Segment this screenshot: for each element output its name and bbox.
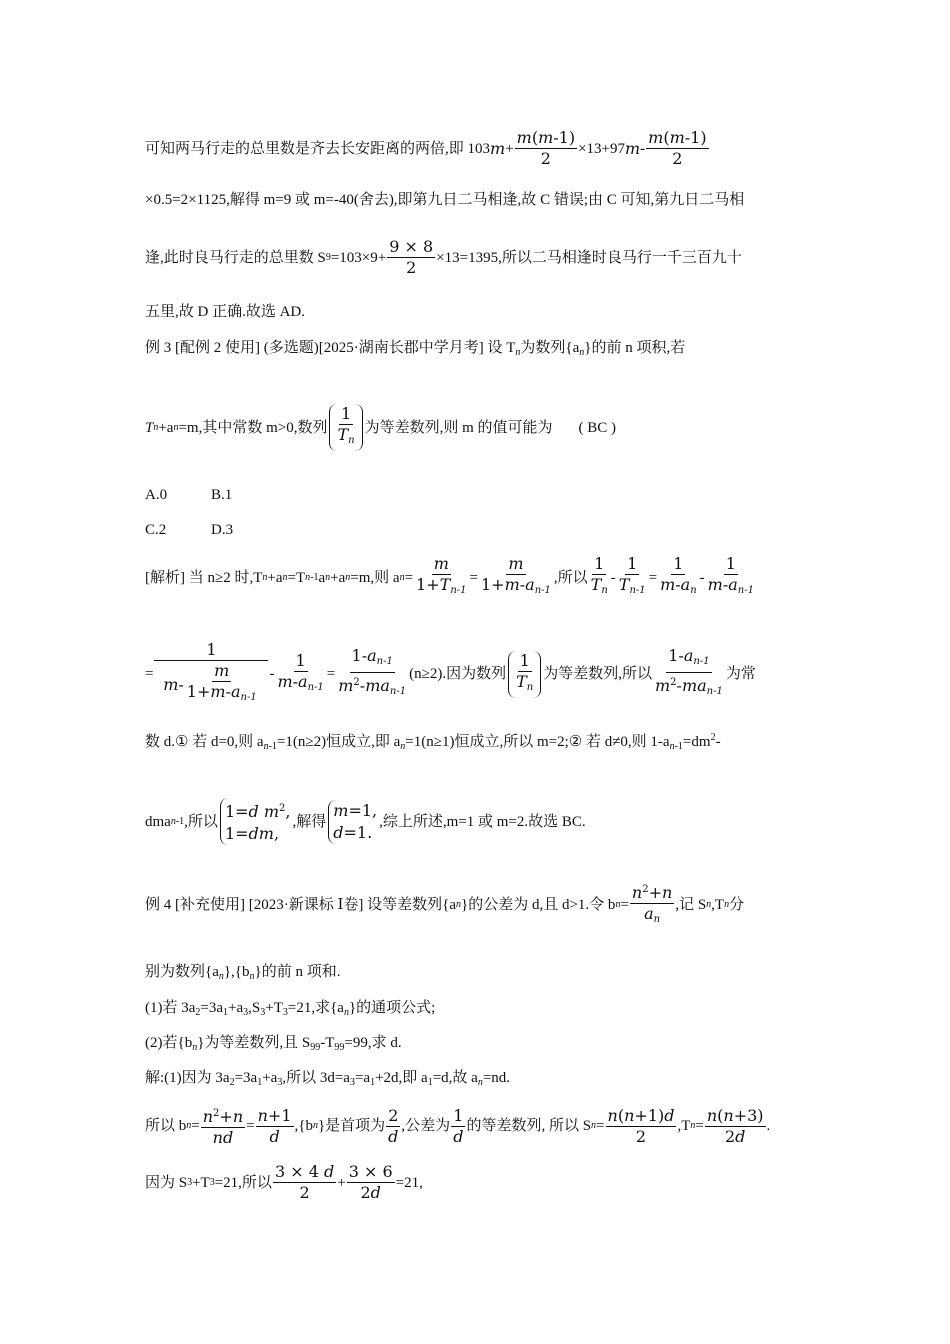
text: 所以 b bbox=[145, 1118, 187, 1134]
text: +T bbox=[192, 1174, 210, 1191]
option-d: D.3 bbox=[211, 522, 234, 538]
text: -T bbox=[320, 1035, 335, 1051]
text: + bbox=[337, 1174, 346, 1191]
text: ×13+97 bbox=[578, 140, 625, 157]
text: . bbox=[766, 1118, 771, 1134]
solution-line-3: 数 d.① 若 d=0,则 $a_{n-1}=1(n\ge 2)$恒成立,即 $a_n=1(n\ge 1)$恒成立,所以 m=2;② 若 d≠0,则 $1-a_{n-1}=dm^2-$ bbox=[145, 732, 721, 752]
text: = bbox=[326, 666, 336, 682]
text: + bbox=[505, 140, 514, 157]
fraction: $\frac{3 \times 6}{2d}$ bbox=[348, 1162, 393, 1202]
text: - bbox=[610, 569, 616, 586]
text: 为等差数列,所以 bbox=[543, 666, 652, 682]
text: =3a bbox=[234, 1070, 258, 1086]
text-line-2: ×0.5=2×1125,解得 m=9 或 m=-40(舍去),即第九日二马相逢,故 C 错误;由 C 可知,第九日二马相 bbox=[145, 192, 745, 208]
option-b: B.1 bbox=[211, 487, 233, 503]
text: = bbox=[648, 569, 658, 586]
text: (2)若{b bbox=[145, 1035, 193, 1051]
brace-sequence: $\frac{1}{T_n}$ bbox=[508, 651, 541, 698]
options-row-1 bbox=[145, 485, 810, 505]
text: =1(n≥2)恒成立,即 a bbox=[276, 734, 401, 750]
fraction: $\frac{1}{T_{n-1}}$ bbox=[618, 554, 646, 596]
text: },{b bbox=[223, 964, 250, 980]
option-c: C.2 bbox=[145, 522, 167, 538]
text: - bbox=[699, 569, 705, 586]
fraction: $\frac{1}{m-a_n}$ bbox=[660, 554, 697, 596]
text: ,T bbox=[711, 897, 725, 913]
fraction: $\frac{m(m-1)}{2}$ bbox=[648, 128, 707, 168]
text: }为等差数列,且 S bbox=[197, 1035, 311, 1051]
text: }的前 n 项和. bbox=[254, 964, 341, 980]
fraction: $\frac{1}{T_n}$ bbox=[590, 554, 608, 596]
text: =21,所以 bbox=[214, 1174, 272, 1191]
text: = bbox=[246, 1118, 255, 1134]
text: }是首项为 bbox=[317, 1118, 386, 1134]
text-line-1: 可知两马行走的总里数是齐去长安距离的两倍,即 103 m + $\frac{m(m-1)}{2}$ ×13+97 m - $\frac{m(m-1)}{2}$ bbox=[145, 128, 707, 168]
text: - bbox=[269, 666, 275, 682]
text: =21,求{a bbox=[287, 1000, 344, 1016]
text-line-6: T n +a n =m,其中常数 m>0,数列 $\frac{1}{T_n}$ 为等差数列,则 m 的值可能为 ( BC ) bbox=[145, 404, 810, 451]
text: ,综上所述,m=1 或 m=2.故选 BC. bbox=[379, 813, 586, 830]
text: a bbox=[318, 569, 326, 586]
text: =T bbox=[287, 569, 306, 586]
answer-line-2: 所以 b n = $\frac{n^2+n}{nd}$ = $\frac{n+1}{d}$ ,{b n }是首项为 $\frac{2}{d}$ ,公差为 $\frac{1}{d}$ 的等差数列, 所以 S n = $\frac{n(n+1)d}{2}$ ,T n = $\frac{n(n+3)}{2d}$ . bbox=[145, 1105, 771, 1147]
fraction: $\frac{n^2+n}{a_n}$ bbox=[630, 880, 674, 930]
fraction: $\frac{1-a_{n-1}}{m^2-ma_{n-1}}$ bbox=[338, 646, 407, 697]
text: = bbox=[404, 569, 414, 586]
fraction: $\frac{1-a_{n-1}}{m^2-ma_{n-1}}$ bbox=[654, 646, 723, 697]
text: = bbox=[191, 1118, 200, 1134]
text: 解:(1)因为 3a bbox=[145, 1070, 230, 1086]
solution-line-4: dma n-1 ,所以 1=d $m^2$, 1=dm, ,解得 m=1, d=1. ,综上所述,m=1 或 m=2.故选 BC. bbox=[145, 798, 810, 845]
text: =a bbox=[354, 1070, 371, 1086]
text: 逢,此时良马行走的总里数 S bbox=[145, 249, 326, 266]
fraction: $\frac{n+1}{d}$ bbox=[257, 1105, 292, 1146]
text: 可知两马行走的总里数是齐去长安距离的两倍,即 103 bbox=[145, 140, 491, 157]
text: +2d,即 a bbox=[375, 1070, 428, 1086]
text: +a bbox=[262, 1070, 278, 1086]
text: 例 4 [补充使用] [2023·新课标 Ⅰ卷] 设等差数列{a bbox=[145, 897, 457, 913]
fraction: $\frac{n(n+3)}{2d}$ bbox=[706, 1105, 764, 1146]
text: 分 bbox=[729, 897, 745, 913]
text: = bbox=[469, 569, 478, 586]
text: [解析] 当 n≥2 时,T bbox=[145, 569, 263, 586]
text: =99,求 d. bbox=[344, 1035, 402, 1051]
fraction: $\frac{m}{1+T_{n-1}}$ bbox=[416, 554, 467, 596]
text: ,所以 bbox=[184, 813, 218, 830]
fraction: $\frac{m}{1+m-a_{n-1}}$ bbox=[480, 554, 551, 596]
text: ,所以 bbox=[553, 569, 588, 586]
text-line-12: 别为数列$\{a_n\},\{b_n\}$的前 n 项和. bbox=[145, 964, 341, 982]
text: =3a bbox=[200, 1000, 224, 1016]
text: }的公差为 d,且 d>1.令 b bbox=[461, 897, 616, 913]
text: = bbox=[596, 1118, 605, 1134]
text: ,S bbox=[248, 1000, 261, 1016]
solution-line-1: [解析] 当 n≥2 时,T n +a n =T n-1 a n +a n =m,则 a n = $\frac{m}{1+T_{n-1}}$ = $\frac{m}{1+m-a_{n-1}}$ ,所以 $\frac{1}{T_n}$ - $\frac{1}{T_{n-1}}$ = $\frac{1}{m-a_n}$ - $\frac{1}{m-a_{n-1}}$ bbox=[145, 554, 810, 601]
text: dma bbox=[145, 813, 171, 830]
text: +a bbox=[158, 419, 174, 436]
fraction: $\frac{m(m-1)}{2}$ bbox=[516, 128, 576, 168]
text: = bbox=[695, 1118, 704, 1134]
fraction: $\frac{n(n+1)d}{2}$ bbox=[607, 1105, 675, 1146]
fraction: $\frac{1}{m-a_{n-1}}$ bbox=[277, 650, 324, 693]
text: - bbox=[640, 140, 646, 157]
options-row-2 bbox=[145, 520, 810, 540]
fraction: $\frac{2}{d}$ bbox=[388, 1105, 399, 1146]
fraction: $\frac{3 \times 4 d}{2}$ bbox=[274, 1162, 335, 1202]
text: 为数列{a bbox=[520, 340, 580, 356]
text: +T bbox=[265, 1000, 283, 1016]
text: =21, bbox=[395, 1174, 423, 1191]
fraction: $\frac{1}{m-a_{n-1}}$ bbox=[707, 554, 754, 596]
text: =m,则 a bbox=[350, 569, 400, 586]
text: = bbox=[145, 666, 154, 682]
solution-line-2 bbox=[145, 640, 810, 708]
text: = bbox=[620, 897, 629, 913]
question-1: (1)若 $3a_2=3a_1+a_3,S_3+T_3=21$,求$\{a_n\}$的通项公式; bbox=[145, 1000, 436, 1018]
answer-label: ( BC ) bbox=[578, 419, 617, 436]
text: ,记 S bbox=[675, 897, 707, 913]
text: +a bbox=[267, 569, 283, 586]
example-3-title: 例 3 [配例 2 使用] (多选题)[2025·湖南长郡中学月考] 设 $T_n$为数列$\{a_n\}$的前 n 项积,若 bbox=[145, 340, 686, 358]
text: =m,其中常数 m>0,数列 bbox=[178, 419, 328, 436]
text: }的通项公式; bbox=[348, 1000, 436, 1016]
text: =1(n≥1)恒成立,所以 m=2;② 若 d≠0,则 1-a bbox=[405, 734, 670, 750]
answer-line-3: 因为 S 3 +T 3 =21,所以 $\frac{3 \times 4 d}{2}$ + $\frac{3 \times 6}{2d}$ =21, bbox=[145, 1162, 423, 1202]
fraction: $\frac{9 \times 8}{2}$ bbox=[389, 237, 434, 277]
text: 为等差数列,则 m 的值可能为 bbox=[364, 419, 553, 436]
text: 因为 S bbox=[145, 1174, 188, 1191]
text: (1)若 3a bbox=[145, 1000, 196, 1016]
text: - bbox=[715, 734, 721, 750]
text: +a bbox=[330, 569, 346, 586]
text: +a bbox=[228, 1000, 244, 1016]
text: 数 d.① 若 d=0,则 a bbox=[145, 734, 264, 750]
fraction: $\frac{1}{d}$ bbox=[453, 1105, 464, 1146]
text: ,公差为 bbox=[401, 1118, 451, 1134]
text: ,{b bbox=[294, 1118, 313, 1134]
text: =nd. bbox=[482, 1070, 511, 1086]
brace-sequence: $\frac{1}{T_n}$ bbox=[329, 404, 362, 451]
text: ,T bbox=[677, 1118, 691, 1134]
fraction: $\frac{n^2+n}{nd}$ bbox=[201, 1104, 245, 1148]
text: =dm bbox=[682, 734, 711, 750]
text: ,解得 bbox=[292, 813, 327, 830]
text: =d,故 a bbox=[432, 1070, 478, 1086]
example-4-title: 例 4 [补充使用] [2023·新课标 Ⅰ卷] 设等差数列{a n }的公差为 d,且 d>1.令 b n = $\frac{n^2+n}{a_n}$ ,记 S n ,T n 分 bbox=[145, 880, 810, 930]
text: 别为数列{a bbox=[145, 964, 219, 980]
answer-line-1: 解:(1)因为 $3a_2=3a_1+a_3$,所以 $3d=a_3=a_1+2d$,即 $a_1=d$,故 $a_n=nd$. bbox=[145, 1070, 511, 1088]
equation-system-solution: m=1, d=1. bbox=[328, 800, 377, 844]
text-line-3: 逢,此时良马行走的总里数 S 9 =103×9+ $\frac{9 \times 8}{2}$ ×13=1395,所以二马相逢时良马行一千三百九十 bbox=[145, 237, 742, 277]
text: }的前 n 项积,若 bbox=[584, 340, 686, 356]
text: ×13=1395,所以二马相逢时良马行一千三百九十 bbox=[436, 249, 742, 266]
equation-system: 1=d $m^2$, 1=dm, bbox=[220, 798, 291, 845]
text: 为常 bbox=[725, 666, 756, 682]
text: 的等差数列, 所以 S bbox=[466, 1118, 592, 1134]
fraction: 1 m - $\frac{m}{1+m-a_{n-1}}$ bbox=[154, 640, 268, 708]
text-line-4: 五里,故 D 正确.故选 AD. bbox=[145, 304, 305, 320]
question-2: (2)若$\{b_n\}$为等差数列,且 $S_{99}-T_{99}=99$,求 d. bbox=[145, 1035, 402, 1053]
text: ,所以 3d=a bbox=[282, 1070, 350, 1086]
option-a: A.0 bbox=[145, 487, 168, 503]
text: =103×9+ bbox=[330, 249, 387, 266]
text: (n≥2).因为数列 bbox=[409, 666, 507, 682]
text: 例 3 [配例 2 使用] (多选题)[2025·湖南长郡中学月考] 设 T bbox=[145, 340, 516, 356]
